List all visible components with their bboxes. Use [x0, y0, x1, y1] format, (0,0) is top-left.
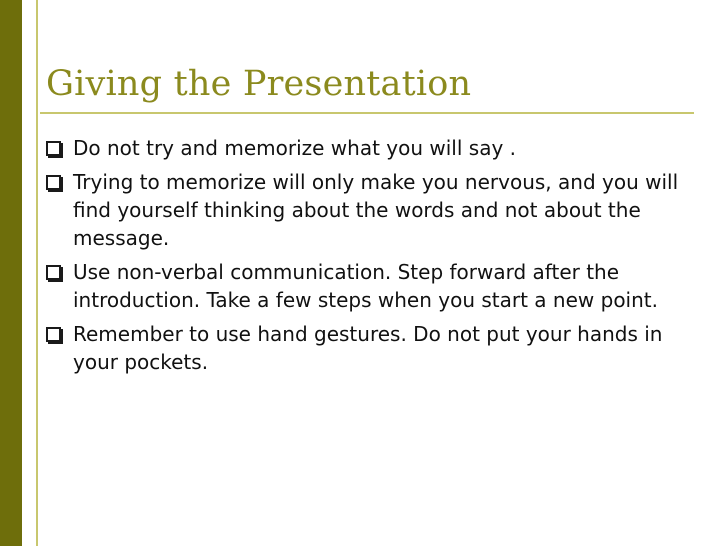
sidebar-accent-line [36, 0, 38, 546]
bullet-item [46, 320, 696, 376]
hollow-square-bullet-icon [46, 327, 61, 342]
slide-title: Giving the Presentation [46, 64, 472, 104]
hollow-square-bullet-icon [46, 175, 61, 190]
sidebar-accent-band [0, 0, 22, 546]
bullet-text: Use non-verbal communication. Step forward after the introduction. Take a few steps when you start a new point. [73, 260, 658, 312]
bullet-text: Trying to memorize will only make you nervous, and you will find yourself thinking about the words and not about the message. [73, 170, 679, 250]
bullet-item [46, 134, 696, 162]
hollow-square-bullet-icon [46, 265, 61, 280]
bullet-item [46, 168, 696, 252]
bullet-text: Do not try and memorize what you will say . [73, 136, 516, 160]
bullet-text: Remember to use hand gestures. Do not put your hands in your pockets. [73, 322, 663, 374]
hollow-square-bullet-icon [46, 141, 61, 156]
sidebar-gap [22, 0, 43, 546]
bullet-list [46, 134, 696, 382]
title-underline-rule [40, 112, 694, 114]
bullet-item [46, 258, 696, 314]
